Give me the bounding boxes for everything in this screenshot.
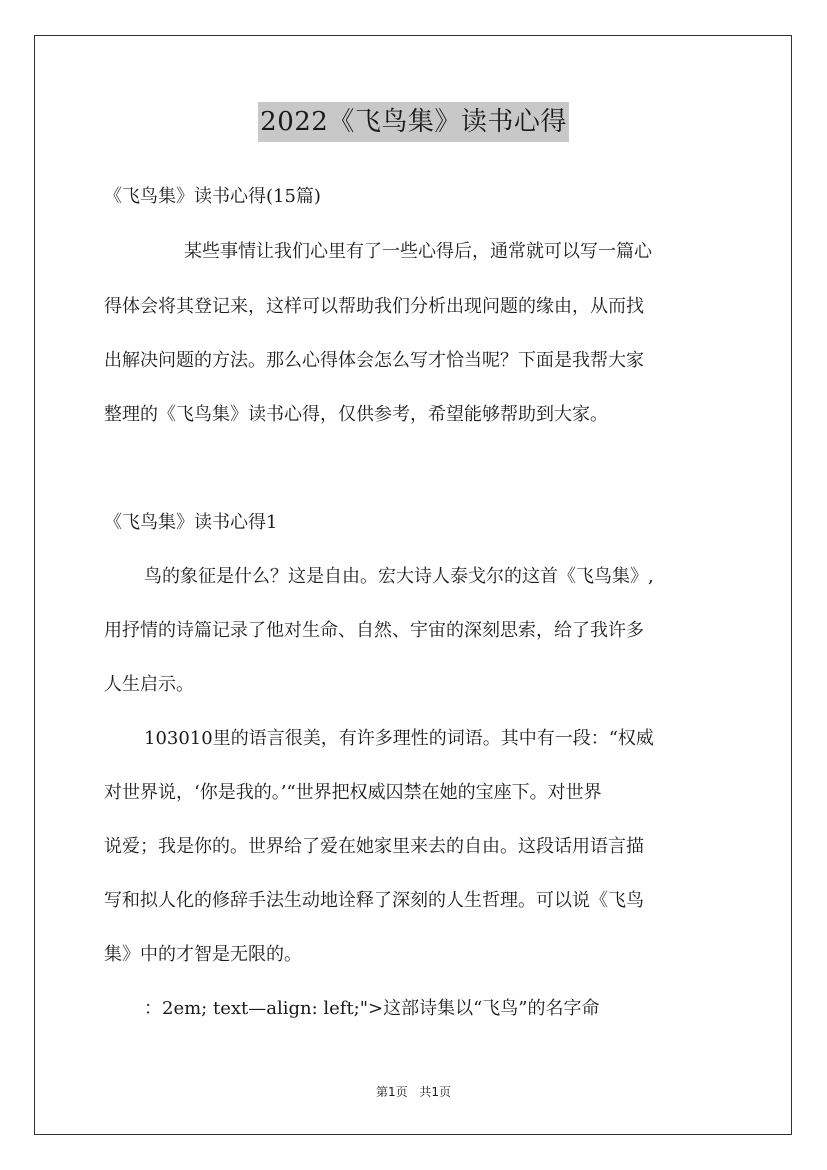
body-line-1: 鸟的象征是什么？这是自由。宏大诗人泰戈尔的这首《飞鸟集》, <box>144 566 654 587</box>
body-line-2: 用抒情的诗篇记录了他对生命、自然、宇宙的深刻思索，给了我许多 <box>104 620 644 641</box>
body-line-8: 集》中的才智是无限的。 <box>104 944 302 965</box>
subtitle: 《飞鸟集》读书心得(15篇) <box>104 186 321 207</box>
page-total: 共1页 <box>419 1085 452 1099</box>
page-footer <box>0 1083 827 1100</box>
intro-line-2: 得体会将其登记来，这样可以帮助我们分析出现问题的缘由，从而找 <box>104 296 644 317</box>
section-heading: 《飞鸟集》读书心得1 <box>104 512 278 533</box>
intro-line-4: 整理的《飞鸟集》读书心得，仅供参考，希望能够帮助到大家。 <box>104 404 608 425</box>
body-line-9: ：2em; text—align: left;">这部诗集以“飞鸟”的名字命 <box>144 998 600 1019</box>
body-line-7: 写和拟人化的修辞手法生动地诠释了深刻的人生哲理。可以说《飞鸟 <box>104 890 644 911</box>
body-line-4: 103010里的语言很美，有许多理性的词语。其中有一段：“权威 <box>144 728 654 749</box>
title-container <box>0 102 827 142</box>
body-line-6: 说爱；我是你的。世界给了爱在她家里来去的自由。这段话用语言描 <box>104 836 644 857</box>
body-line-3: 人生启示。 <box>104 674 194 695</box>
intro-line-3: 出解决问题的方法。那么心得体会怎么写才恰当呢？下面是我帮大家 <box>104 350 644 371</box>
intro-line-1: 某些事情让我们心里有了一些心得后，通常就可以写一篇心 <box>184 241 652 262</box>
page-number: 第1页 <box>375 1085 408 1099</box>
document-title: 2022《飞鸟集》读书心得 <box>258 102 569 142</box>
body-line-5: 对世界说，‘你是我的。’“世界把权威囚禁在她的宝座下。对世界 <box>104 782 602 803</box>
